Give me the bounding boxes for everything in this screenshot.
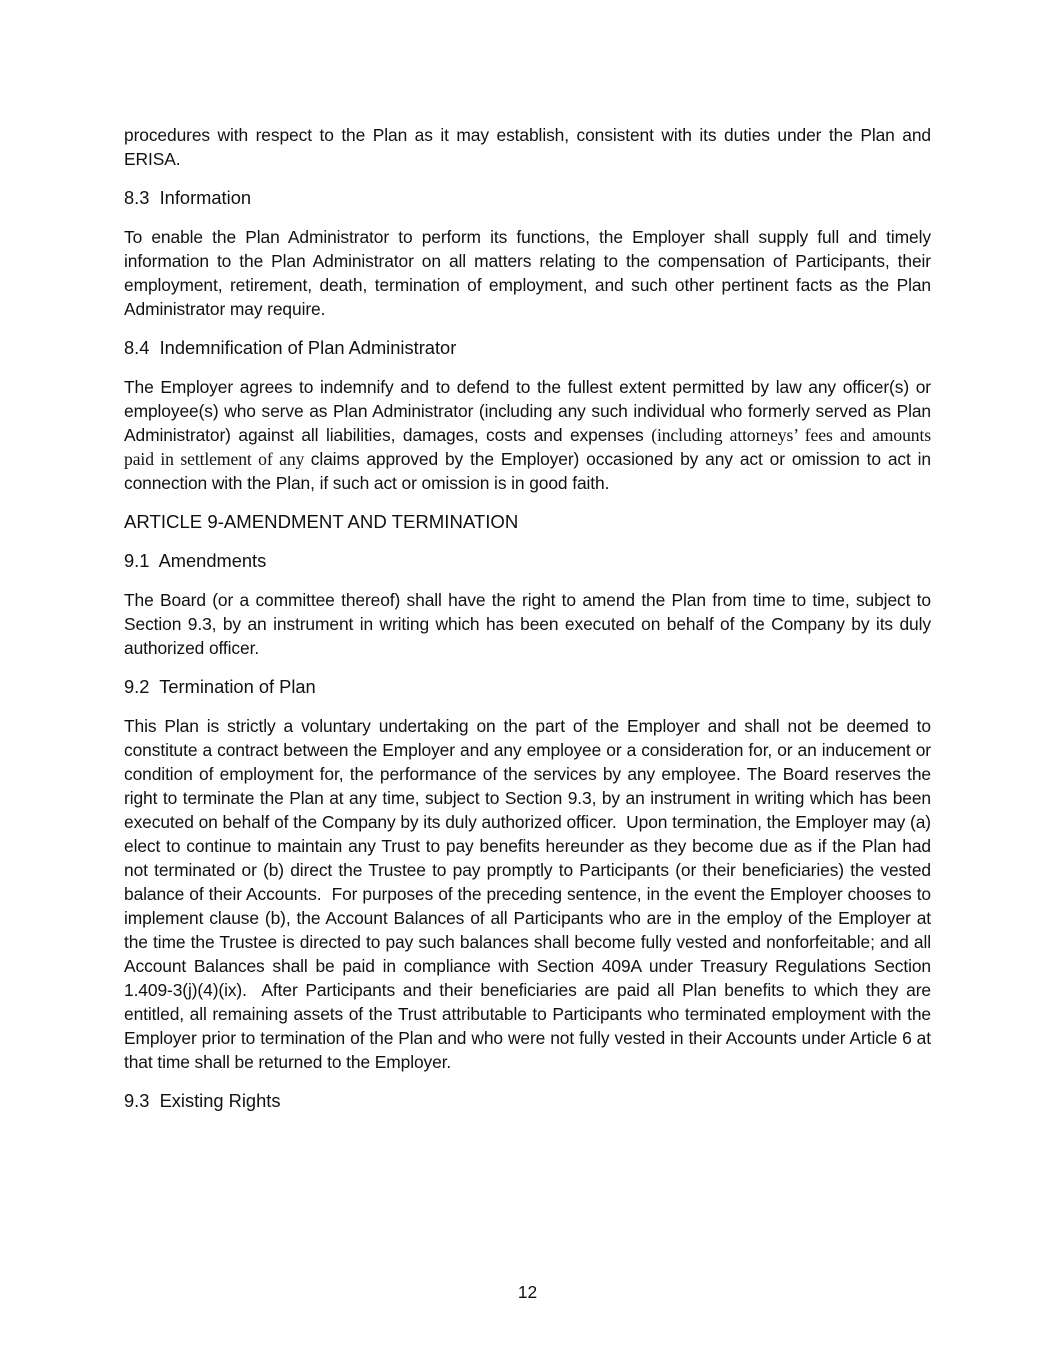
section-9-2-body: This Plan is strictly a voluntary undertaking on the part of the Employer and shall not be deemed to constitute a contract between the Employer and any employee or a consideration for, or an inducement or condition of employment for, the performance of the services by any employee. The Board reserves the right to terminate the Plan at any time, subject to Section 9.3, by an instrument in writing which has been executed on behalf of the Company by its duly authorized officer. Upon termination, the Employer may (a) elect to continue to maintain any Trust to pay benefits hereunder as they become due as if the Plan had not terminated or (b) direct the Trustee to pay promptly to Participants (or their beneficiaries) the vested balance of their Accounts. For purposes of the preceding sentence, in the event the Employer chooses to implement clause (b), the Account Balances of all Participants who are in the employ of the Employer at the time the Trustee is directed to pay such balances shall become fully vested and nonforfeitable; and all Account Balances shall be paid in compliance with Section 409A under Treasury Regulations Section 1.409-3(j)(4)(ix). After Participants and their beneficiaries are paid all Plan benefits to which they are entitled, all remaining assets of the Trust attributable to Participants who terminated employment with the Employer prior to termination of the Plan and who were not fully vested in their Accounts under Article 6 at that time shall be returned to the Employer.: [124, 716, 936, 1072]
article-9-title: ARTICLE 9-AMENDMENT AND TERMINATION: [124, 511, 519, 532]
section-8-3-heading: 8.3 Information: [124, 187, 252, 208]
section-9-3-heading: 9.3 Existing Rights: [124, 1090, 281, 1111]
section-8-4-body: [124, 375, 931, 495]
section-8-4-body-part1: The Employer agrees to indemnify and to defend to the fullest extent permitted by law any officer(s) or employee(s) who serve as Plan Administrator (including any such individual who formerly served as Plan Administrator) against all liabilities, damages, costs and expenses: [124, 377, 931, 445]
document-page: [124, 123, 936, 1128]
section-8-4-body-part3: claims approved by the Employer) occasioned by any act or omission to act in connection with the Plan, if such act or omission is in good faith.: [124, 449, 931, 493]
intro-paragraph: procedures with respect to the Plan as it may establish, consistent with its duties under the Plan and ERISA.: [124, 125, 931, 169]
section-9-1-body: The Board (or a committee thereof) shall have the right to amend the Plan from time to time, subject to Section 9.3, by an instrument in writing which has been executed on behalf of the Company by its duly authorized officer.: [124, 590, 931, 658]
section-9-2-heading: 9.2 Termination of Plan: [124, 676, 316, 697]
section-8-3-body: To enable the Plan Administrator to perform its functions, the Employer shall supply full and timely information to the Plan Administrator on all matters relating to the compensation of Participants, their employment, retirement, death, termination of employment, and such other pertinent facts as the Plan Administrator may require.: [124, 227, 931, 319]
section-8-4-body-part2: (including attorneys’ fees and amounts paid in settlement of any: [124, 425, 932, 469]
section-9-1-heading: 9.1 Amendments: [124, 550, 267, 571]
page-number: 12: [517, 1282, 538, 1302]
section-8-4-heading: 8.4 Indemnification of Plan Administrator: [124, 337, 457, 358]
